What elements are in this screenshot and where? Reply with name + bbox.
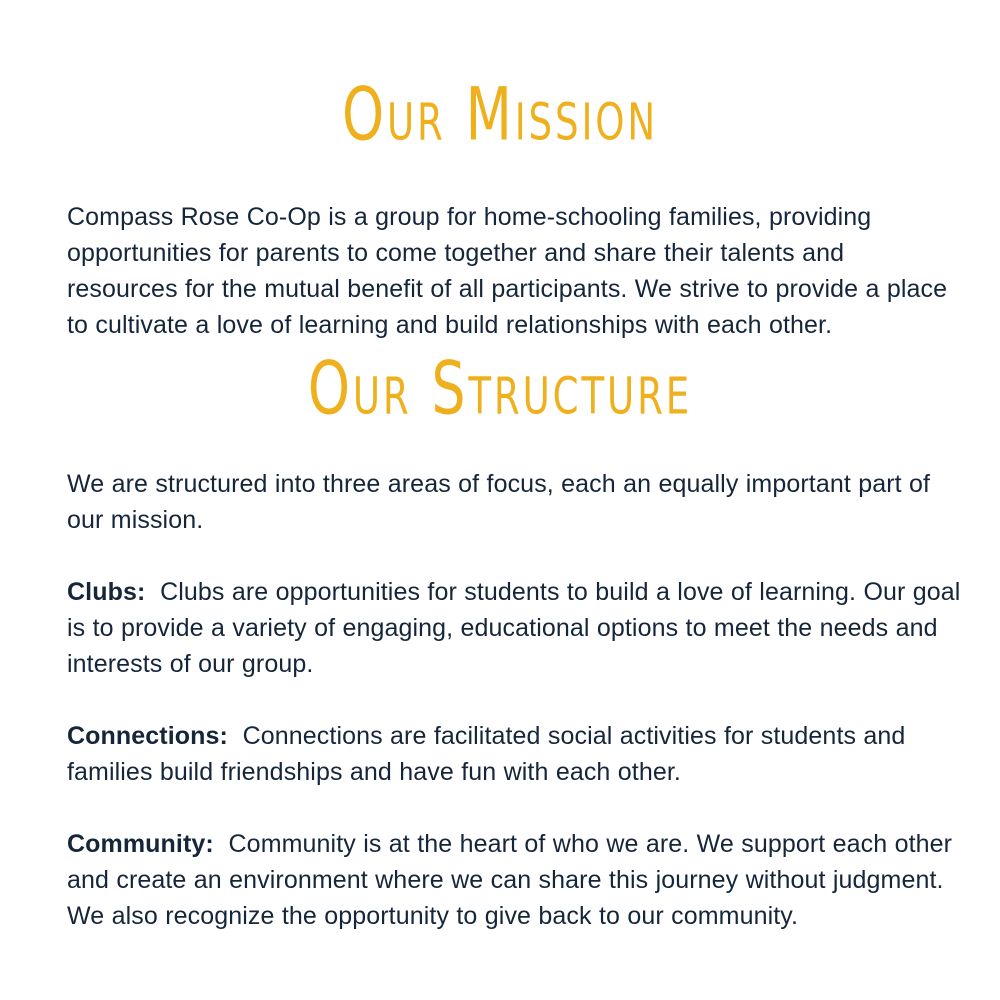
pillar-community-spacer: [214, 830, 229, 858]
pillar-clubs-spacer: [145, 578, 160, 606]
pillar-clubs-description: Clubs are opportunities for students to build a love of learning. Our goal is to provide a variety of engaging, educational options to meet the needs and interests of our group.: [67, 578, 961, 678]
pillar-connections-description: Connections are facilitated social activities for students and families build friendships and have fun with each other.: [67, 722, 906, 786]
pillar-clubs-term: Clubs:: [67, 578, 146, 606]
heading-our-structure: Our Structure: [307, 344, 693, 432]
pillar-clubs: [67, 574, 962, 682]
pillar-connections-spacer: [228, 722, 243, 750]
heading-our-mission: Our Mission: [341, 70, 659, 158]
pillar-community-term: Community:: [67, 830, 214, 858]
pillar-connections-term: Connections:: [67, 722, 228, 750]
pillar-community: [67, 826, 962, 934]
pillar-connections: [67, 718, 962, 790]
structure-intro-paragraph: We are structured into three areas of focus, each an equally important part of our mission.: [67, 470, 931, 534]
mission-paragraph: Compass Rose Co-Op is a group for home-schooling families, providing opportunities for parents to come together and share their talents and resources for the mutual benefit of all participants. We strive to provide a place to cultivate a love of learning and build relationships with each other.: [67, 203, 948, 339]
pillar-community-description: Community is at the heart of who we are. We support each other and create an environment where we can share this journey without judgment. We also recognize the opportunity to give back to our community.: [67, 830, 953, 930]
